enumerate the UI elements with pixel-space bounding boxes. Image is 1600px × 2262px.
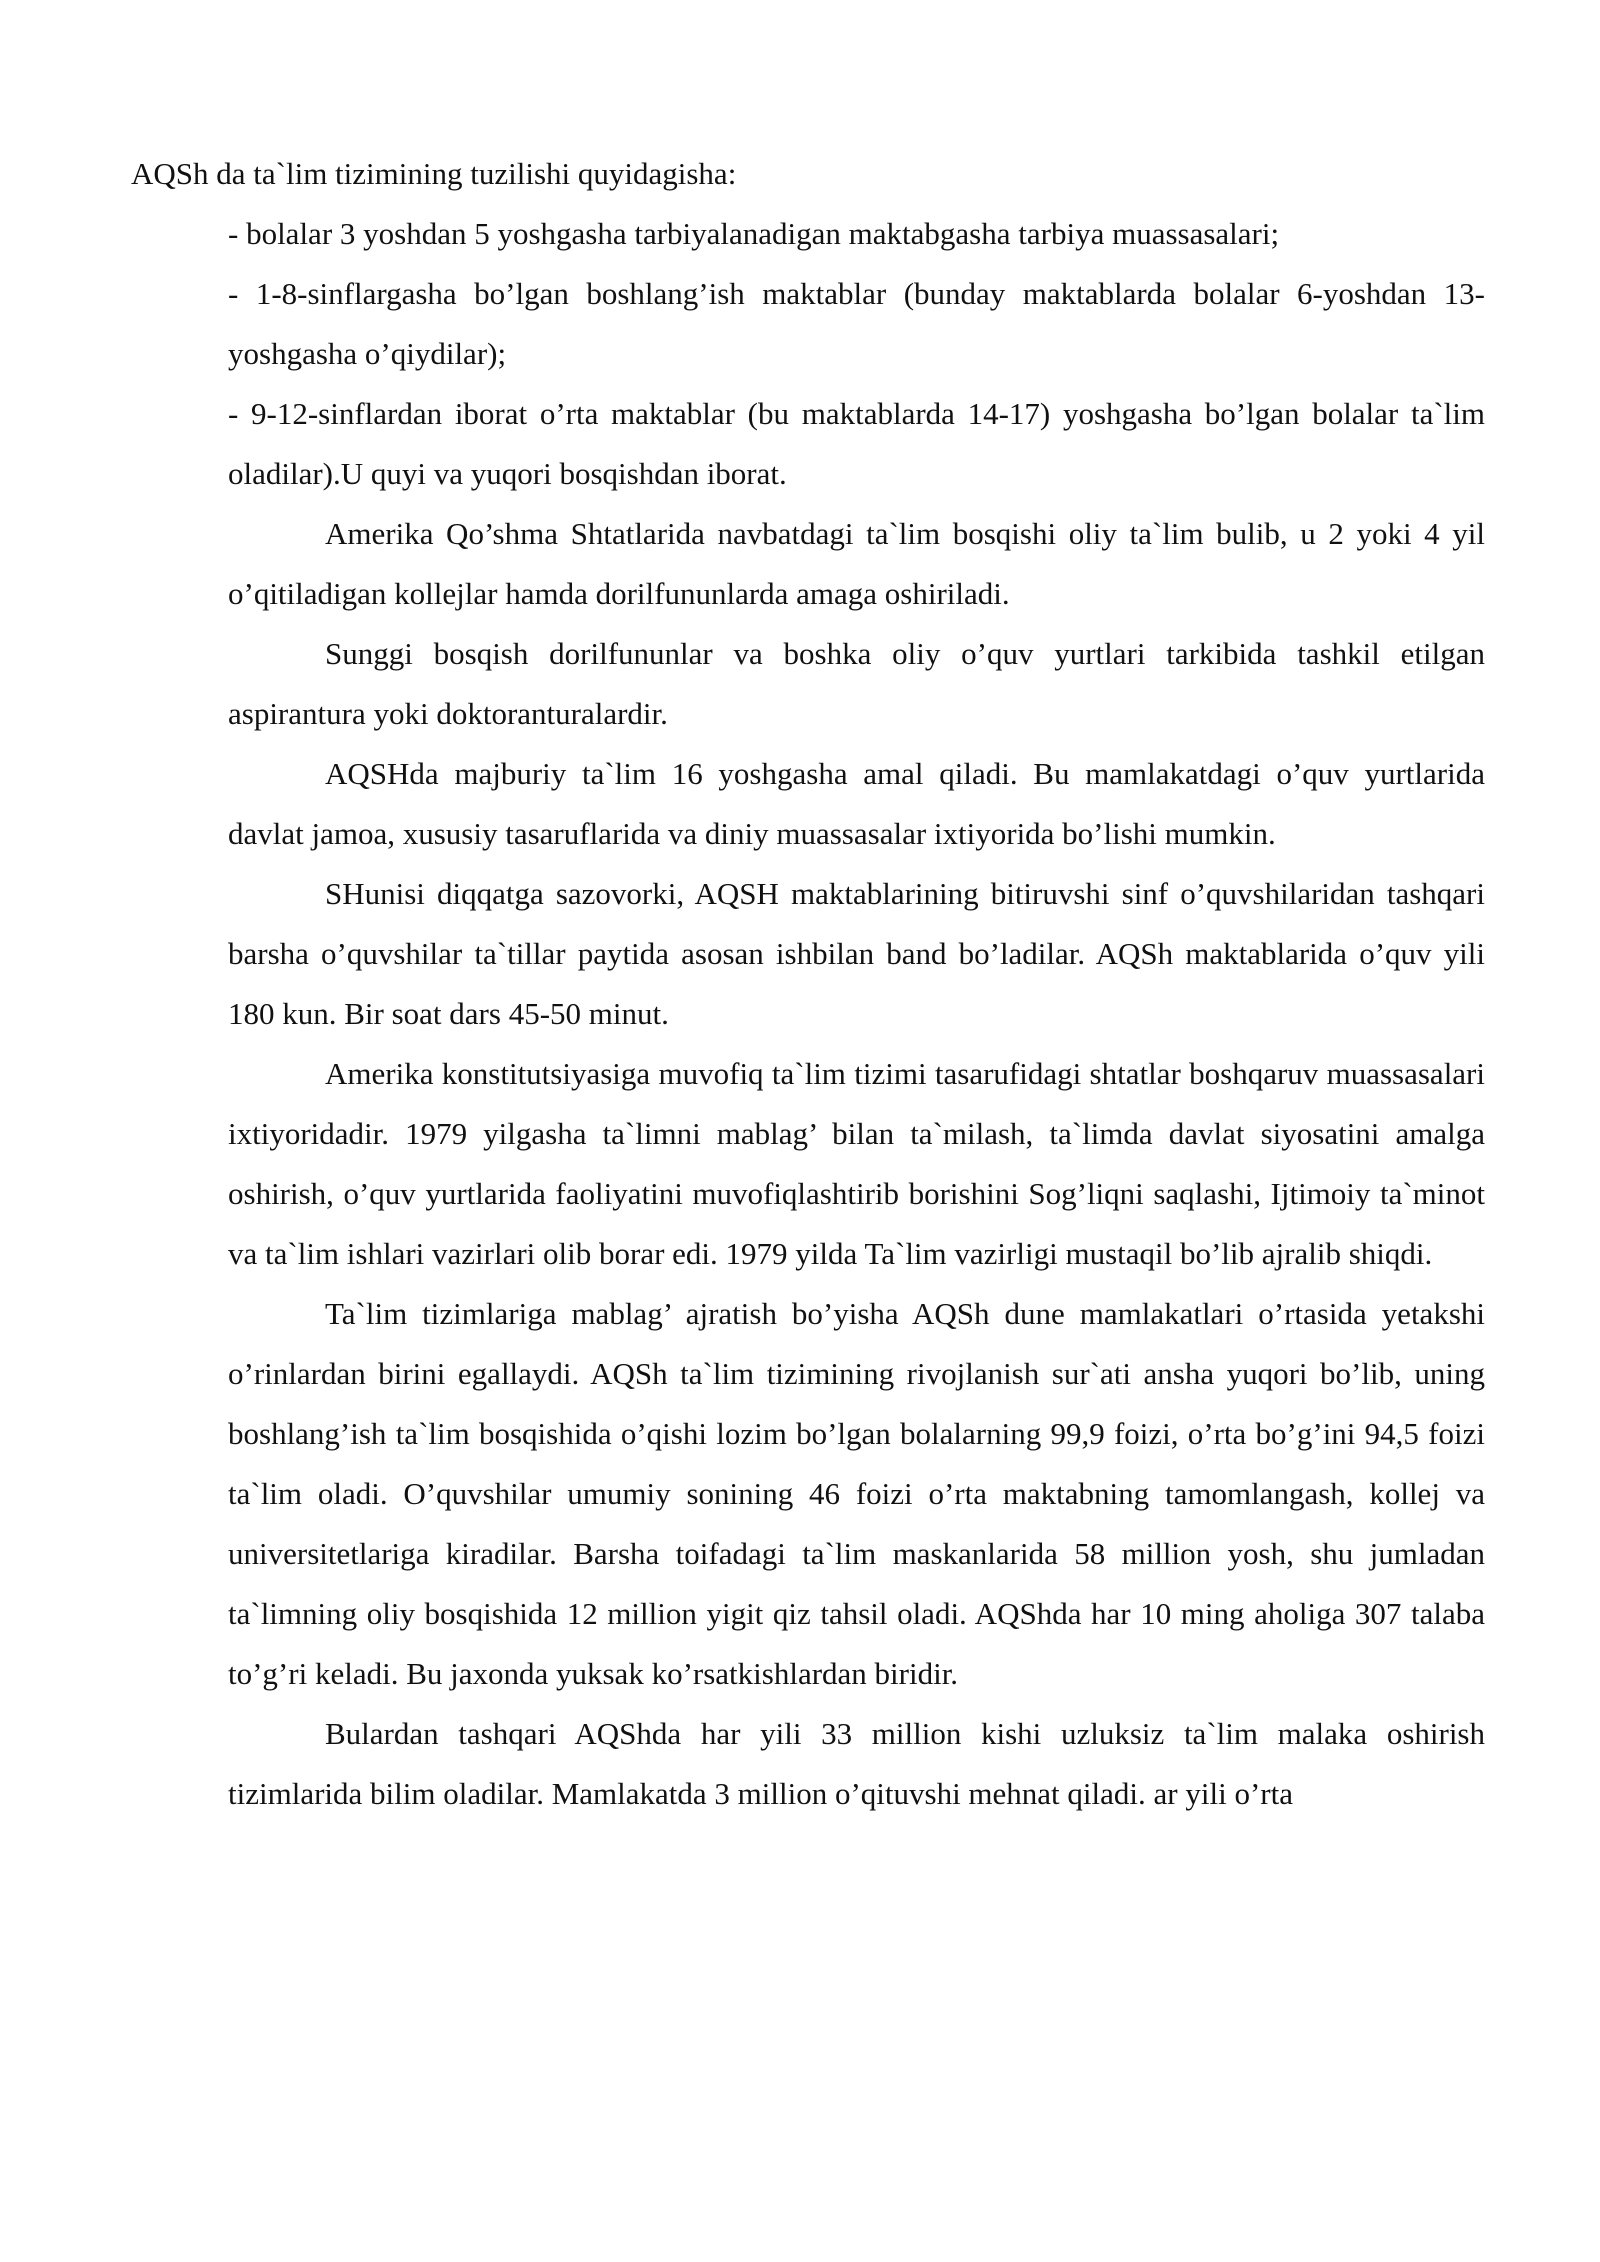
intro-line: AQSh da ta`lim tizimining tuzilishi quyidagisha:: [131, 156, 737, 191]
list-item-preschool: - bolalar 3 yoshdan 5 yoshgasha tarbiyalanadigan maktabgasha tarbiya muassasalari;: [228, 216, 1280, 251]
paragraph-higher-education: Amerika Qo’shma Shtatlarida navbatdagi ta`lim bosqishi oliy ta`lim bulib, u 2 yoki 4 yil o’qitiladigan kollejlar hamda dorilfununlarda amaga oshiriladi.: [228, 516, 1485, 611]
paragraph-continuing-education: Bulardan tashqari AQShda har yili 33 million kishi uzluksiz ta`lim malaka oshirish tizimlarida bilim oladilar. Mamlakatda 3 million o’qituvshi mehnat qiladi. ar yili o’rta: [228, 1716, 1485, 1811]
list-item-secondary-schools: - 9-12-sinflardan iborat o’rta maktablar (bu maktablarda 14-17) yoshgasha bo’lgan bolalar ta`lim oladilar).U quyi va yuqori bosqishdan iborat.: [228, 396, 1485, 491]
list-item-primary-schools: - 1-8-sinflargasha bo’lgan boshlang’ish maktablar (bunday maktablarda bolalar 6-yoshdan 13- yoshgasha o’qiydilar);: [228, 276, 1485, 371]
paragraph-final-stage: Sunggi bosqish dorilfununlar va boshka oliy o’quv yurtlari tarkibida tashkil etilgan aspirantura yoki doktoranturalardir.: [228, 636, 1485, 731]
paragraph-school-year: SHunisi diqqatga sazovorki, AQSH maktablarining bitiruvshi sinf o’quvshilaridan tashqari barsha o’quvshilar ta`tillar paytida asosan ishbilan band bo’ladilar. AQSh maktablarida o’quv yili 180 kun. Bir soat dars 45-50 minut.: [228, 876, 1485, 1031]
paragraph-compulsory-education: AQSHda majburiy ta`lim 16 yoshgasha amal qiladi. Bu mamlakatdagi o’quv yurtlarida davlat jamoa, xususiy tasaruflarida va diniy muassasalar ixtiyorida bo’lishi mumkin.: [228, 756, 1485, 851]
document-body: [228, 204, 1485, 1824]
paragraph-constitution: Amerika konstitutsiyasiga muvofiq ta`lim tizimi tasarufidagi shtatlar boshqaruv muassasalari ixtiyoridadir. 1979 yilgasha ta`limni mablag’ bilan ta`milash, ta`limda davlat siyosatini amalga oshirish, o’quv yurtlarida faoliyatini muvofiqlashtirib borishini Sog’liqni saqlashi, Ijtimoiy ta`minot va ta`lim ishlari vazirlari olib borar edi. 1979 yilda Ta`lim vazirligi mustaqil bo’lib ajralib shiqdi.: [228, 1056, 1485, 1271]
paragraph-funding: Ta`lim tizimlariga mablag’ ajratish bo’yisha AQSh dune mamlakatlari o’rtasida yetakshi o’rinlardan birini egallaydi. AQSh ta`lim tizimining rivojlanish sur`ati ansha yuqori bo’lib, uning boshlang’ish ta`lim bosqishida o’qishi lozim bo’lgan bolalarning 99,9 foizi, o’rta bo’g’ini 94,5 foizi ta`lim oladi. O’quvshilar umumiy sonining 46 foizi o’rta maktabning tamomlangash, kollej va universitetlariga kiradilar. Barsha toifadagi ta`lim maskanlarida 58 million yosh, shu jumladan ta`limning oliy bosqishida 12 million yigit qiz tahsil oladi. AQShda har 10 ming aholiga 307 talaba to’g’ri keladi. Bu jaxonda yuksak ko’rsatkishlardan biridir.: [228, 1296, 1485, 1691]
